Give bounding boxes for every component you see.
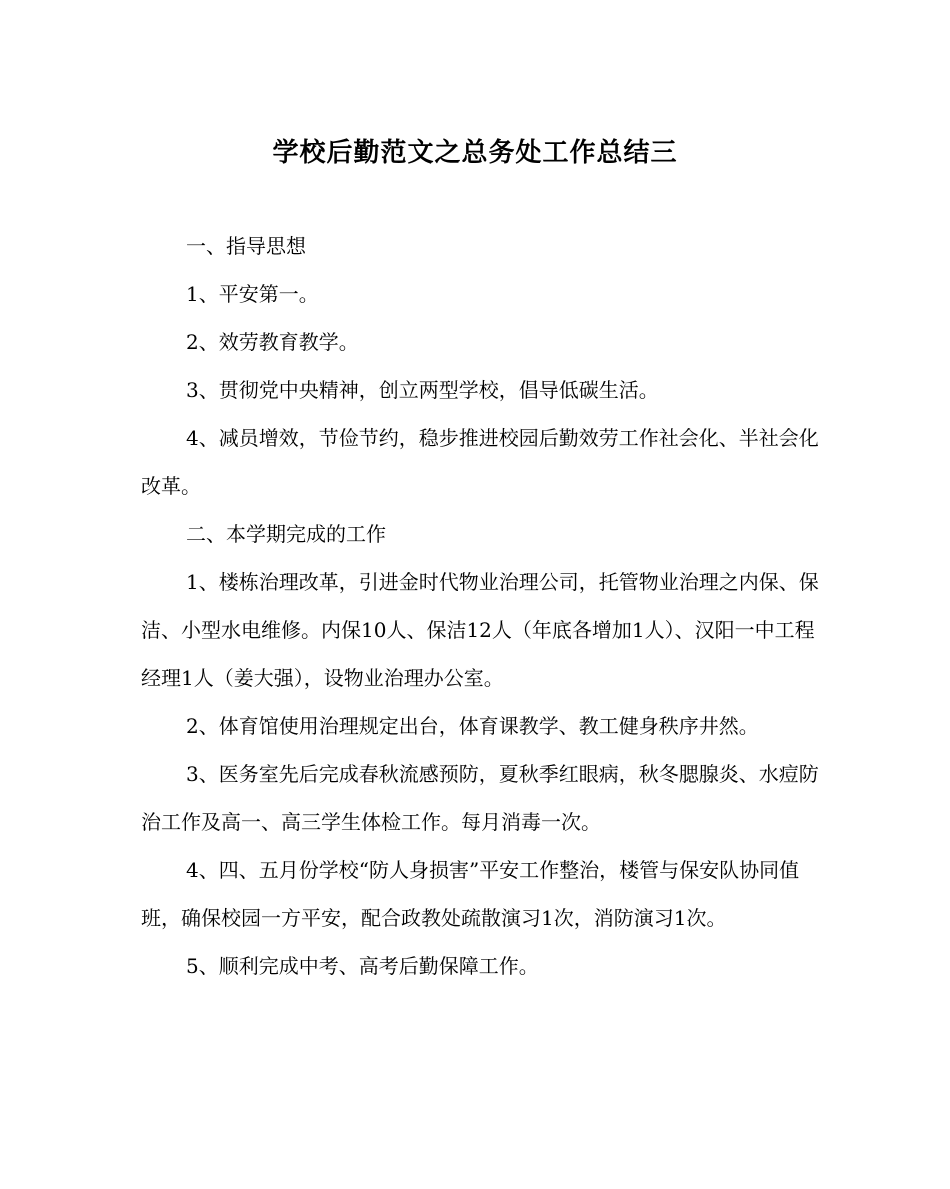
- list-item: 4、减员增效，节俭节约，稳步推进校园后勤效劳工作社会化、半社会化改革。: [141, 426, 819, 498]
- document-body: [141, 222, 821, 990]
- list-item: 5、顺利完成中考、高考后勤保障工作。: [186, 954, 539, 978]
- list-item: 2、体育馆使用治理规定出台，体育课教学、教工健身秩序井然。: [186, 714, 759, 738]
- section-heading-completed-work: 二、本学期完成的工作: [186, 522, 386, 546]
- list-item: 1、楼栋治理改革，引进金时代物业治理公司，托管物业治理之内保、保洁、小型水电维修。内保10人、保洁12人（年底各增加1人）、汉阳一中工程经理1人（姜大强），设物业治理办公室。: [141, 570, 819, 690]
- section-heading-guiding-ideology: 一、指导思想: [186, 234, 306, 258]
- document-title: 学校后勤范文之总务处工作总结三: [272, 138, 678, 168]
- list-item: 2、效劳教育教学。: [186, 330, 359, 354]
- list-item: 4、四、五月份学校“防人身损害”平安工作整治，楼管与保安队协同值班，确保校园一方平安，配合政教处疏散演习1次，消防演习1次。: [141, 858, 800, 930]
- list-item: 3、贯彻党中央精神，创立两型学校，倡导低碳生活。: [186, 378, 659, 402]
- list-item: 3、医务室先后完成春秋流感预防，夏秋季红眼病，秋冬腮腺炎、水痘防治工作及高一、高三学生体检工作。每月消毒一次。: [141, 762, 819, 834]
- list-item: 1、平安第一。: [186, 282, 319, 306]
